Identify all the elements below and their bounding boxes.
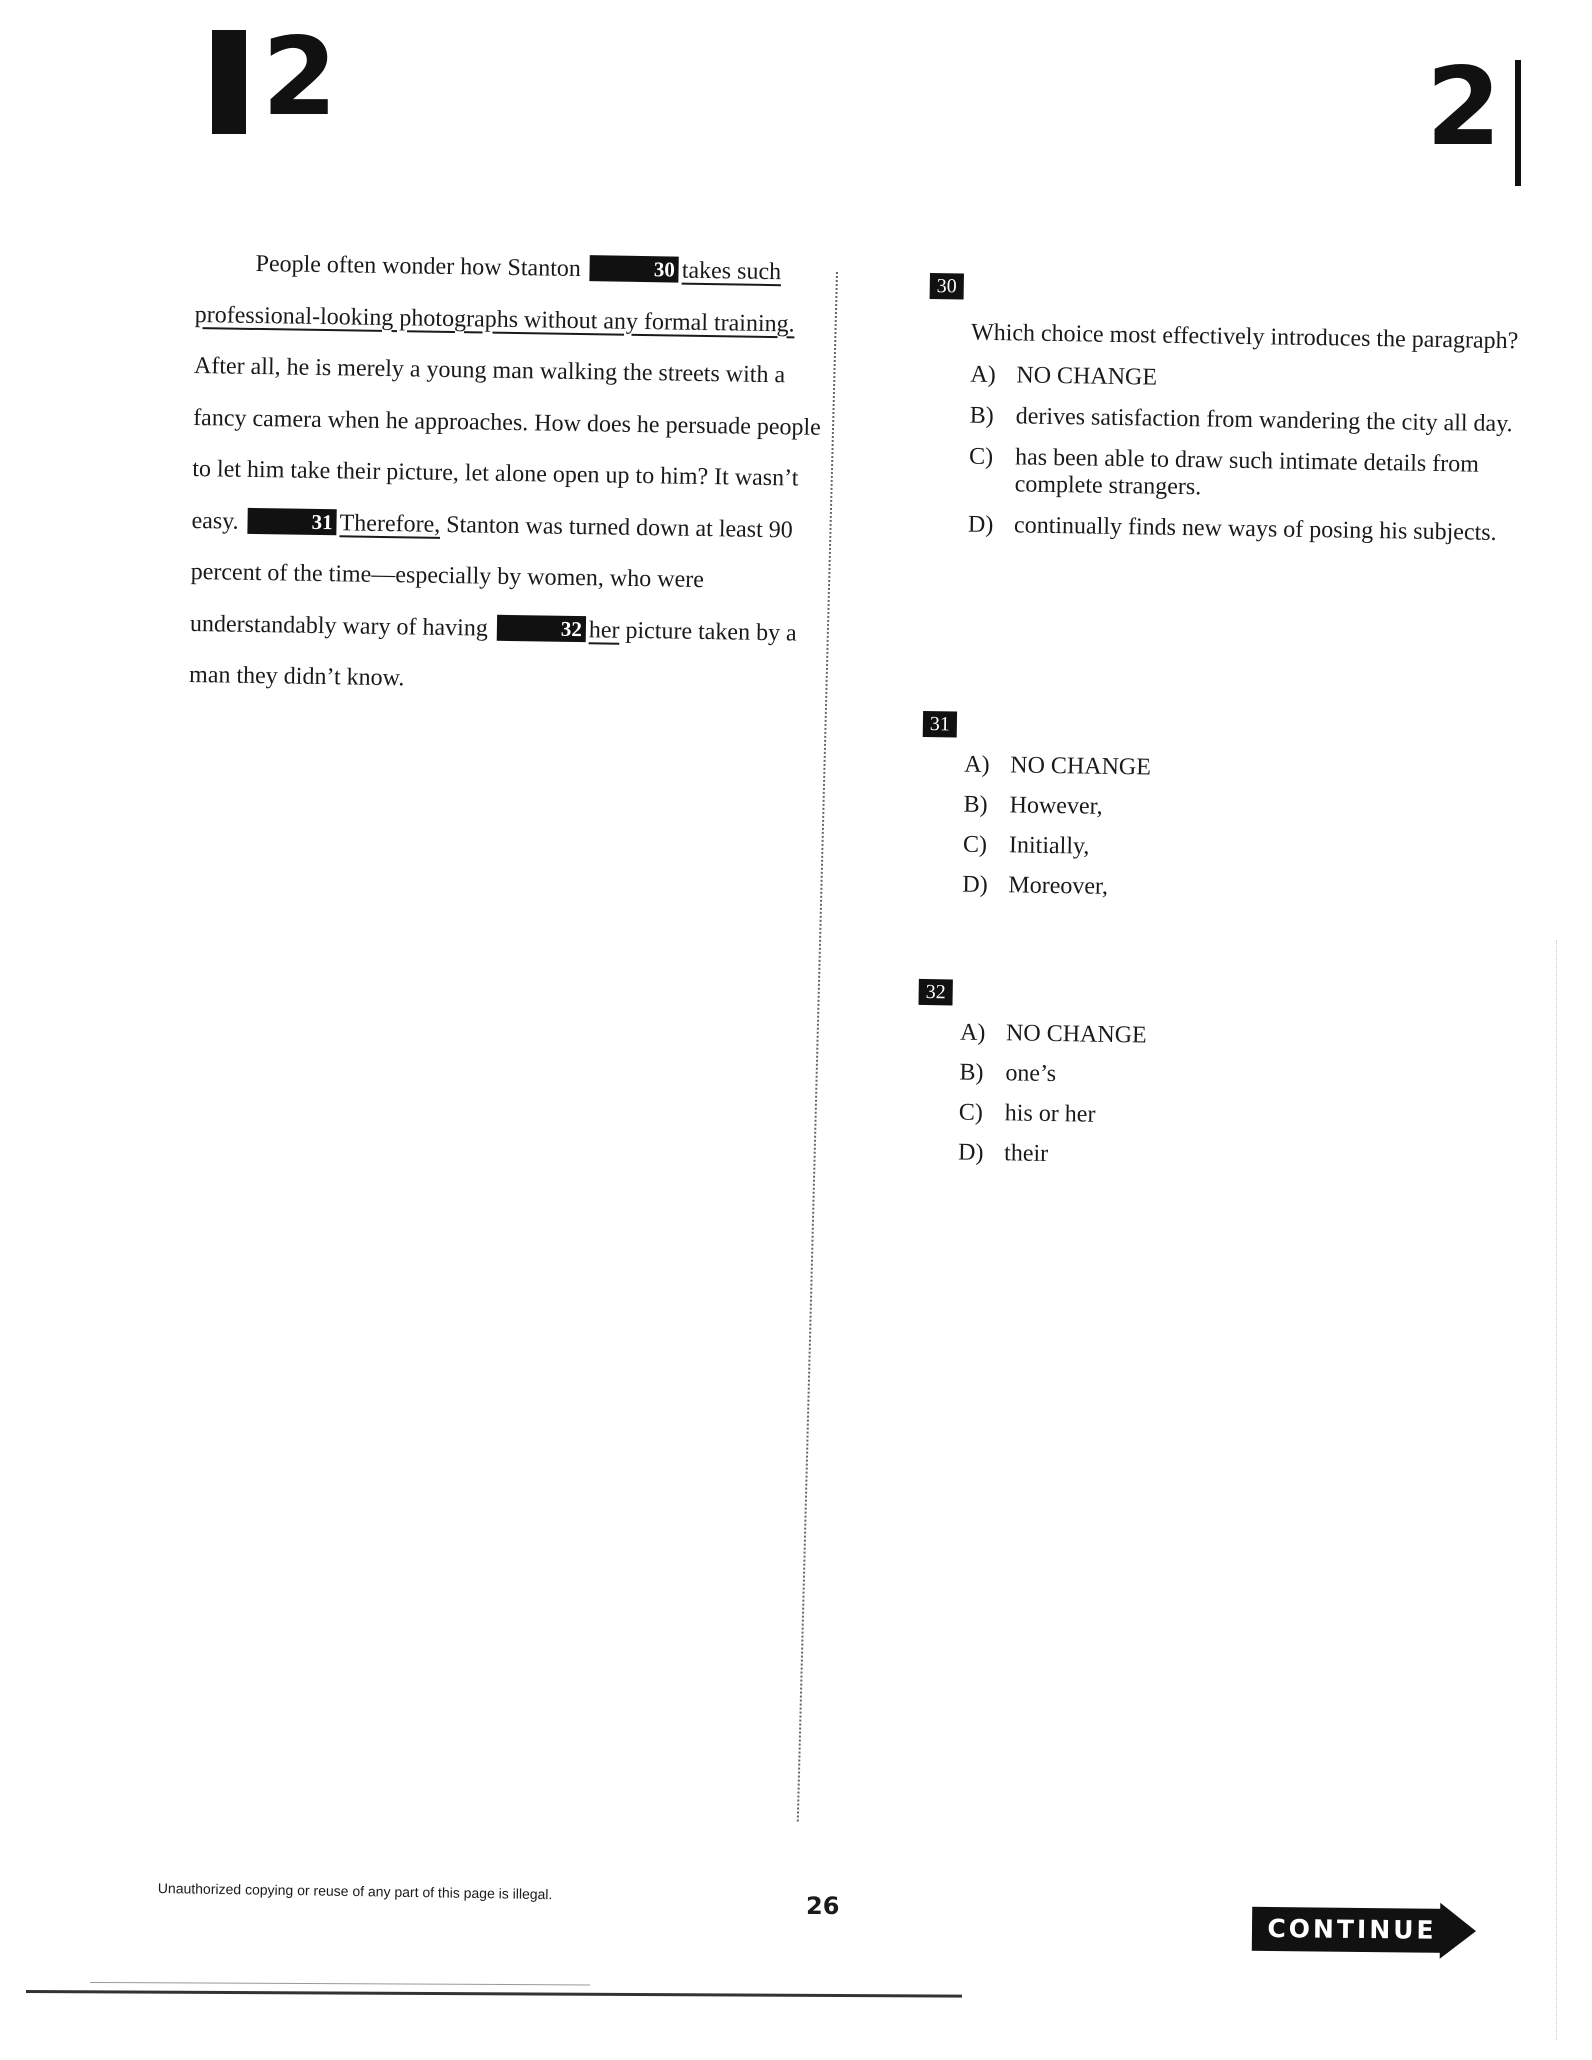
scan-edge-marks [1556, 940, 1557, 2040]
option-text: his or her [1004, 1100, 1096, 1128]
option-text: derives satisfaction from wandering the city all day. [1015, 403, 1513, 438]
answer-options [958, 1020, 1518, 1176]
passage-text: picture taken by a man they didn’t know. [188, 617, 797, 692]
answer-options [968, 362, 1529, 548]
option-letter: D) [967, 511, 994, 539]
option-text: Initially, [1008, 832, 1090, 860]
copyright-notice: Unauthorized copying or reuse of any part of this page is illegal. [157, 1880, 553, 1903]
passage-text: People often wonder how Stanton [255, 250, 588, 283]
option-letter: D) [957, 1139, 984, 1166]
option-text: their [1003, 1140, 1049, 1167]
questions-column [925, 272, 1530, 1167]
option-letter: A) [964, 751, 990, 778]
question-number-badge: 31 [923, 711, 957, 738]
option-text: NO CHANGE [1005, 1020, 1147, 1049]
question-reference-31: 31 [247, 507, 336, 534]
passage-paragraph [189, 238, 826, 711]
answer-option-b[interactable] [963, 792, 1521, 828]
section-bar [212, 30, 246, 134]
question-reference-32: 32 [497, 614, 586, 641]
answer-option-d[interactable] [962, 872, 1520, 908]
option-letter: B) [969, 402, 994, 430]
scan-rule [26, 1990, 962, 1998]
option-letter: C) [968, 443, 994, 471]
option-letter: B) [963, 791, 988, 818]
section-line [1515, 60, 1521, 186]
question-30 [926, 272, 1530, 561]
section-marker-left [212, 15, 338, 140]
section-number-left: 2 [262, 15, 338, 140]
section-number-right: 2 [1426, 45, 1502, 170]
passage-text: Stanton was turned down at least 90 percent of the time—especially by women, who were understandably wary of having [189, 511, 793, 642]
question-32 [916, 978, 1519, 1188]
scan-rule-faint [90, 1982, 590, 1985]
option-text: However, [1009, 792, 1103, 820]
passage-text: After all, he is merely a young man walking the streets with a fancy camera when he approaches. How does he persuade people to let him take their picture, let alone open up to him? It wasn’t easy. [191, 352, 822, 535]
answer-option-a[interactable] [970, 362, 1528, 398]
answer-option-c[interactable] [959, 1100, 1517, 1136]
option-text: Moreover, [1008, 872, 1109, 900]
passage [189, 238, 826, 711]
underlined-portion: her [588, 616, 620, 644]
answer-option-c[interactable] [963, 832, 1521, 868]
option-letter: C) [962, 831, 988, 858]
answer-option-d[interactable] [968, 512, 1526, 548]
option-text: NO CHANGE [1016, 362, 1158, 391]
option-letter: A) [970, 361, 996, 389]
answer-option-a[interactable] [960, 1020, 1518, 1056]
option-letter: D) [962, 871, 988, 898]
option-text: NO CHANGE [1010, 752, 1152, 781]
option-letter: B) [959, 1059, 984, 1086]
option-text: has been able to draw such intimate details from complete strangers. [1014, 444, 1480, 501]
section-marker-right [1426, 45, 1521, 186]
answer-option-c[interactable] [968, 444, 1527, 507]
question-31 [920, 710, 1523, 920]
answer-option-b[interactable] [970, 403, 1528, 439]
continue-button[interactable] [1252, 1901, 1481, 1959]
option-text: continually finds new ways of posing his subjects. [1013, 512, 1497, 546]
answer-option-d[interactable] [958, 1140, 1516, 1176]
continue-label: CONTINUE [1267, 1913, 1437, 1945]
answer-option-a[interactable] [964, 752, 1522, 788]
question-number-badge: 32 [918, 979, 952, 1006]
underlined-portion: Therefore, [339, 509, 441, 538]
answer-option-b[interactable] [959, 1060, 1517, 1096]
underlined-portion: takes such professional-looking photographs without any formal training. [194, 257, 795, 337]
page-number: 26 [806, 1892, 840, 1920]
answer-options [962, 752, 1522, 908]
question-stem: Which choice most effectively introduces the paragraph? [970, 319, 1519, 355]
option-text: one’s [1005, 1060, 1057, 1088]
option-letter: C) [958, 1099, 984, 1126]
option-letter: A) [959, 1019, 986, 1046]
question-number-badge: 30 [930, 273, 964, 300]
question-reference-30: 30 [590, 255, 679, 282]
